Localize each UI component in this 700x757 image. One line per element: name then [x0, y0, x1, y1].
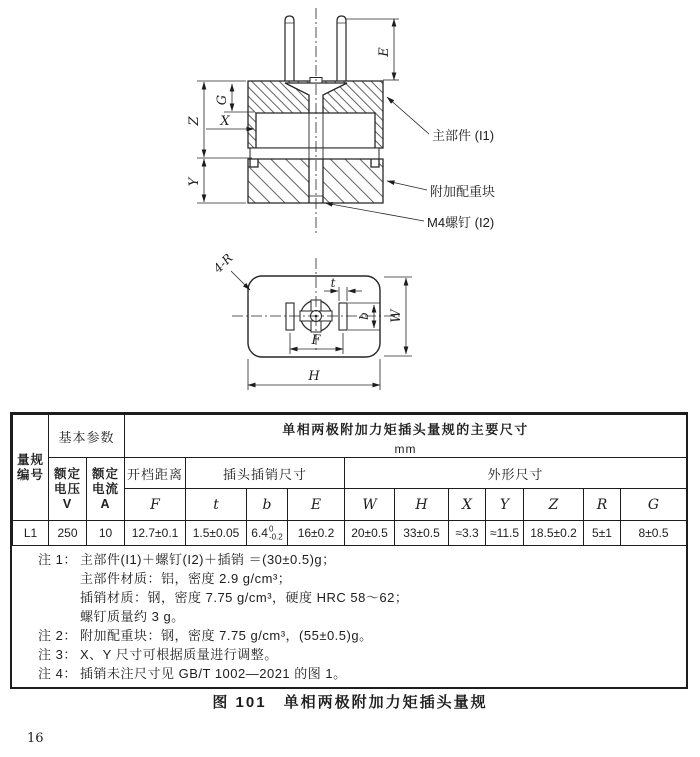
- dim-label-W: W: [389, 309, 404, 323]
- page-number: 16: [27, 731, 44, 746]
- col-letter-E: E: [288, 489, 345, 521]
- dim-label-E: E: [377, 47, 392, 57]
- cell-current: 10: [87, 521, 125, 546]
- pin-left: [285, 16, 294, 81]
- spec-table: [12, 414, 687, 546]
- col-letter-Y: Y: [486, 489, 524, 521]
- header-gap-distance: 开档距离: [125, 458, 186, 489]
- cross-section-view: [187, 8, 495, 234]
- note-line: 插销材质：钢，密度 7.75 g/cm³，硬度 HRC 58～62；: [80, 590, 409, 605]
- pin-slot-right: [339, 303, 347, 330]
- col-letter-G: G: [621, 489, 687, 521]
- table-unit: mm: [394, 441, 417, 456]
- dim-label-Y: Y: [187, 177, 202, 187]
- cell-W: 20±0.5: [345, 521, 395, 546]
- dim-label-F: F: [311, 333, 321, 348]
- main-body: [248, 81, 383, 148]
- note-line: 螺钉质量约 3 g。: [80, 609, 185, 624]
- pin-slot-left: [286, 303, 294, 330]
- gauge-plate: [250, 148, 379, 159]
- col-letter-W: W: [345, 489, 395, 521]
- header-outline-dims: 外形尺寸: [345, 458, 687, 489]
- col-letter-F: F: [125, 489, 186, 521]
- note-line: 注 2： 附加配重块：钢，密度 7.75 g/cm³，(55±0.5)g。: [38, 628, 373, 643]
- callout-main-part: 主部件 (I1): [432, 128, 495, 143]
- cell-F: 12.7±0.1: [125, 521, 186, 546]
- spec-table-frame: [10, 412, 688, 689]
- callout-screw: M4螺钉 (I2): [427, 215, 495, 230]
- cell-X: ≈3.3: [449, 521, 486, 546]
- header-basic-params: 基本参数: [49, 415, 125, 458]
- col-letter-R: R: [584, 489, 621, 521]
- dim-Y: [197, 159, 246, 203]
- cell-E: 16±0.2: [288, 521, 345, 546]
- dim-label-X: X: [220, 114, 230, 129]
- dim-label-G: G: [215, 94, 230, 106]
- dim-label-t: t: [330, 276, 336, 290]
- cell-G: 8±0.5: [621, 521, 687, 546]
- header-table-title: [125, 415, 687, 458]
- top-view: [210, 251, 412, 390]
- dim-label-H: H: [308, 369, 320, 384]
- note-line: 注 3： X、Y 尺寸可根据质量进行调整。: [38, 647, 278, 662]
- col-letter-Z: Z: [524, 489, 584, 521]
- cell-Y: ≈11.5: [486, 521, 524, 546]
- dim-label-b: b: [357, 312, 371, 320]
- table-notes: [12, 546, 686, 687]
- cell-voltage: 250: [49, 521, 87, 546]
- col-letter-b: b: [247, 489, 288, 521]
- cell-R: 5±1: [584, 521, 621, 546]
- callout-weight-block: 附加配重块: [430, 184, 496, 199]
- cell-t: 1.5±0.05: [186, 521, 247, 546]
- col-letter-t: t: [186, 489, 247, 521]
- corner-radius-label: 4-R: [210, 250, 236, 276]
- header-gauge-no: 量规 编号: [13, 415, 49, 521]
- col-letter-X: X: [449, 489, 486, 521]
- note-line: 主部件材质：铝，密度 2.9 g/cm³；: [80, 571, 292, 586]
- col-letter-H: H: [395, 489, 449, 521]
- header-pin-dims: 插头插销尺寸: [186, 458, 345, 489]
- pin-right: [337, 16, 346, 81]
- header-rated-current: 额定 电流 A: [87, 458, 125, 521]
- header-rated-voltage: 额定 电压 V: [49, 458, 87, 521]
- note-line: 注 4： 插销未注尺寸见 GB/T 1002—2021 的图 1。: [38, 666, 347, 681]
- dim-label-Z: Z: [187, 116, 202, 126]
- cell-H: 33±0.5: [395, 521, 449, 546]
- table-title: 单相两极附加力矩插头量规的主要尺寸: [282, 421, 529, 437]
- note-line: 注 1： 主部件(I1)＋螺钉(I2)＋插销 ＝(30±0.5)g；: [38, 552, 336, 567]
- cell-Z: 18.5±0.2: [524, 521, 584, 546]
- figure-caption: 图 101 单相两极附加力矩插头量规: [212, 694, 488, 711]
- cell-b: 6.4 0 -0.2: [247, 521, 288, 546]
- cell-gauge-no: L1: [13, 521, 49, 546]
